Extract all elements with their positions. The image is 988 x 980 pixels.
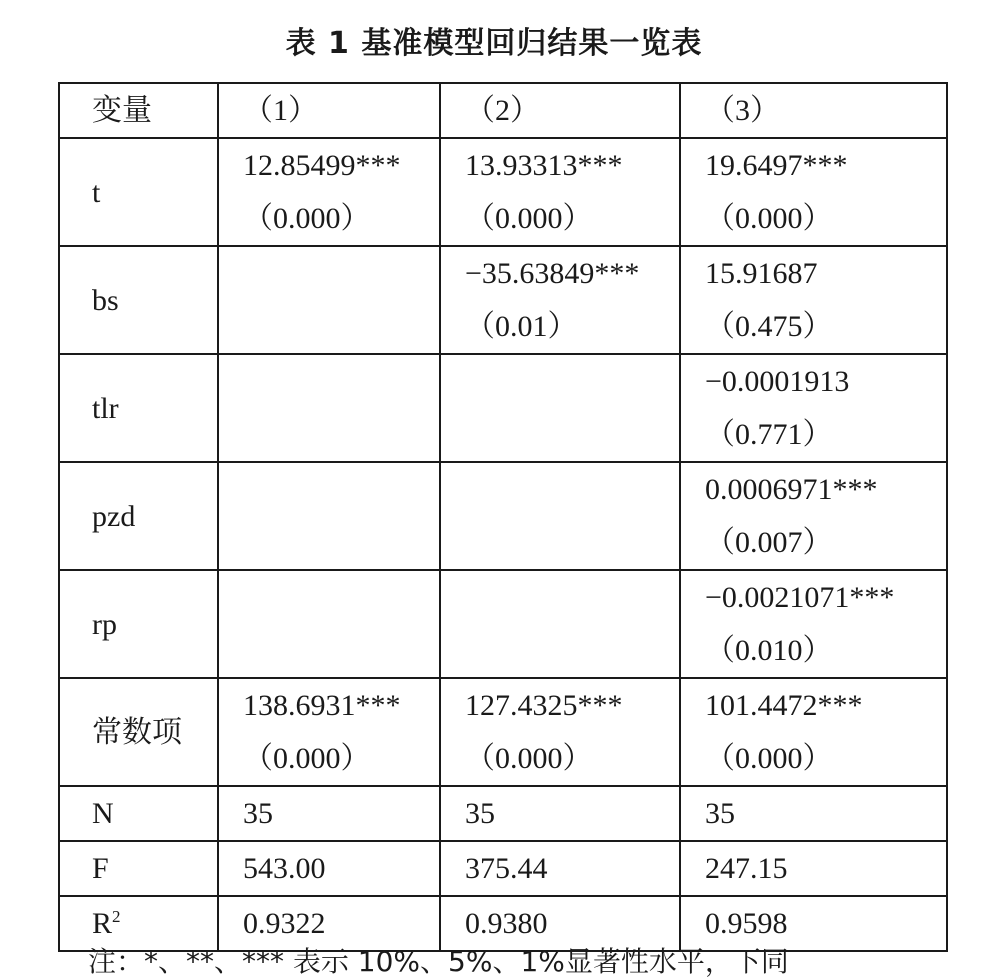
row-label: N: [59, 786, 218, 841]
r-squared-superscript: 2: [112, 907, 121, 926]
row-label: t: [59, 138, 218, 246]
table-row: [59, 246, 947, 354]
table-cell: [440, 570, 680, 678]
table-cell: 0.9380: [440, 896, 680, 951]
table-cell: [218, 246, 440, 354]
table-cell: [680, 354, 947, 462]
p-value: （0.000）: [705, 742, 833, 775]
coefficient: −0.0021071***: [705, 581, 895, 614]
coefficient: 15.91687: [705, 257, 818, 290]
table-cell: [440, 354, 680, 462]
coefficient: 19.6497***: [705, 149, 848, 182]
header-model-3: （3）: [680, 83, 947, 138]
coefficient: 101.4472***: [705, 689, 863, 722]
p-value: （0.007）: [705, 526, 833, 559]
row-label: bs: [59, 246, 218, 354]
row-label: tlr: [59, 354, 218, 462]
table-cell: 0.9598: [680, 896, 947, 951]
table-cell: [218, 462, 440, 570]
table-cell: [680, 246, 947, 354]
p-value: （0.01）: [465, 310, 578, 343]
table-row: [59, 462, 947, 570]
table-header-row: [59, 83, 947, 138]
row-label: 常数项: [59, 678, 218, 786]
row-label: rp: [59, 570, 218, 678]
table-row: [59, 678, 947, 786]
p-value: （0.000）: [465, 742, 593, 775]
table-cell: [680, 570, 947, 678]
table-cell: [440, 678, 680, 786]
table-title: 表 1 基准模型回归结果一览表: [285, 26, 703, 61]
table-cell: 35: [440, 786, 680, 841]
header-model-2: （2）: [440, 83, 680, 138]
coefficient: 13.93313***: [465, 149, 623, 182]
table-cell: 375.44: [440, 841, 680, 896]
p-value: （0.000）: [243, 742, 371, 775]
table-row: [59, 570, 947, 678]
table-cell: 35: [218, 786, 440, 841]
coefficient: 12.85499***: [243, 149, 401, 182]
p-value: （0.000）: [243, 202, 371, 235]
table-cell: 35: [680, 786, 947, 841]
p-value: （0.000）: [465, 202, 593, 235]
coefficient: −0.0001913: [705, 365, 850, 398]
table-cell: [680, 678, 947, 786]
table-row: [59, 138, 947, 246]
table-cell: [218, 678, 440, 786]
header-variable: 变量: [59, 83, 218, 138]
coefficient: −35.63849***: [465, 257, 640, 290]
p-value: （0.010）: [705, 634, 833, 667]
table-cell: [680, 462, 947, 570]
p-value: （0.475）: [705, 310, 833, 343]
coefficient: 0.0006971***: [705, 473, 878, 506]
table-cell: [440, 462, 680, 570]
regression-table: [58, 82, 948, 952]
table-footnote: 注：*、**、*** 表示 10%、5%、1%显著性水平，下同: [88, 945, 789, 978]
table-cell: [440, 138, 680, 246]
table-cell: [440, 246, 680, 354]
coefficient: 127.4325***: [465, 689, 623, 722]
row-label: pzd: [59, 462, 218, 570]
table-cell: [218, 138, 440, 246]
table-row-n: [59, 786, 947, 841]
table-cell: [680, 138, 947, 246]
p-value: （0.771）: [705, 418, 833, 451]
header-model-1: （1）: [218, 83, 440, 138]
table-row-f: [59, 841, 947, 896]
r-squared-base: R: [92, 907, 113, 940]
table-cell: 0.9322: [218, 896, 440, 951]
row-label: F: [59, 841, 218, 896]
coefficient: 138.6931***: [243, 689, 401, 722]
table-cell: [218, 570, 440, 678]
p-value: （0.000）: [705, 202, 833, 235]
table-cell: 543.00: [218, 841, 440, 896]
table-cell: 247.15: [680, 841, 947, 896]
table-cell: [218, 354, 440, 462]
table-row: [59, 354, 947, 462]
